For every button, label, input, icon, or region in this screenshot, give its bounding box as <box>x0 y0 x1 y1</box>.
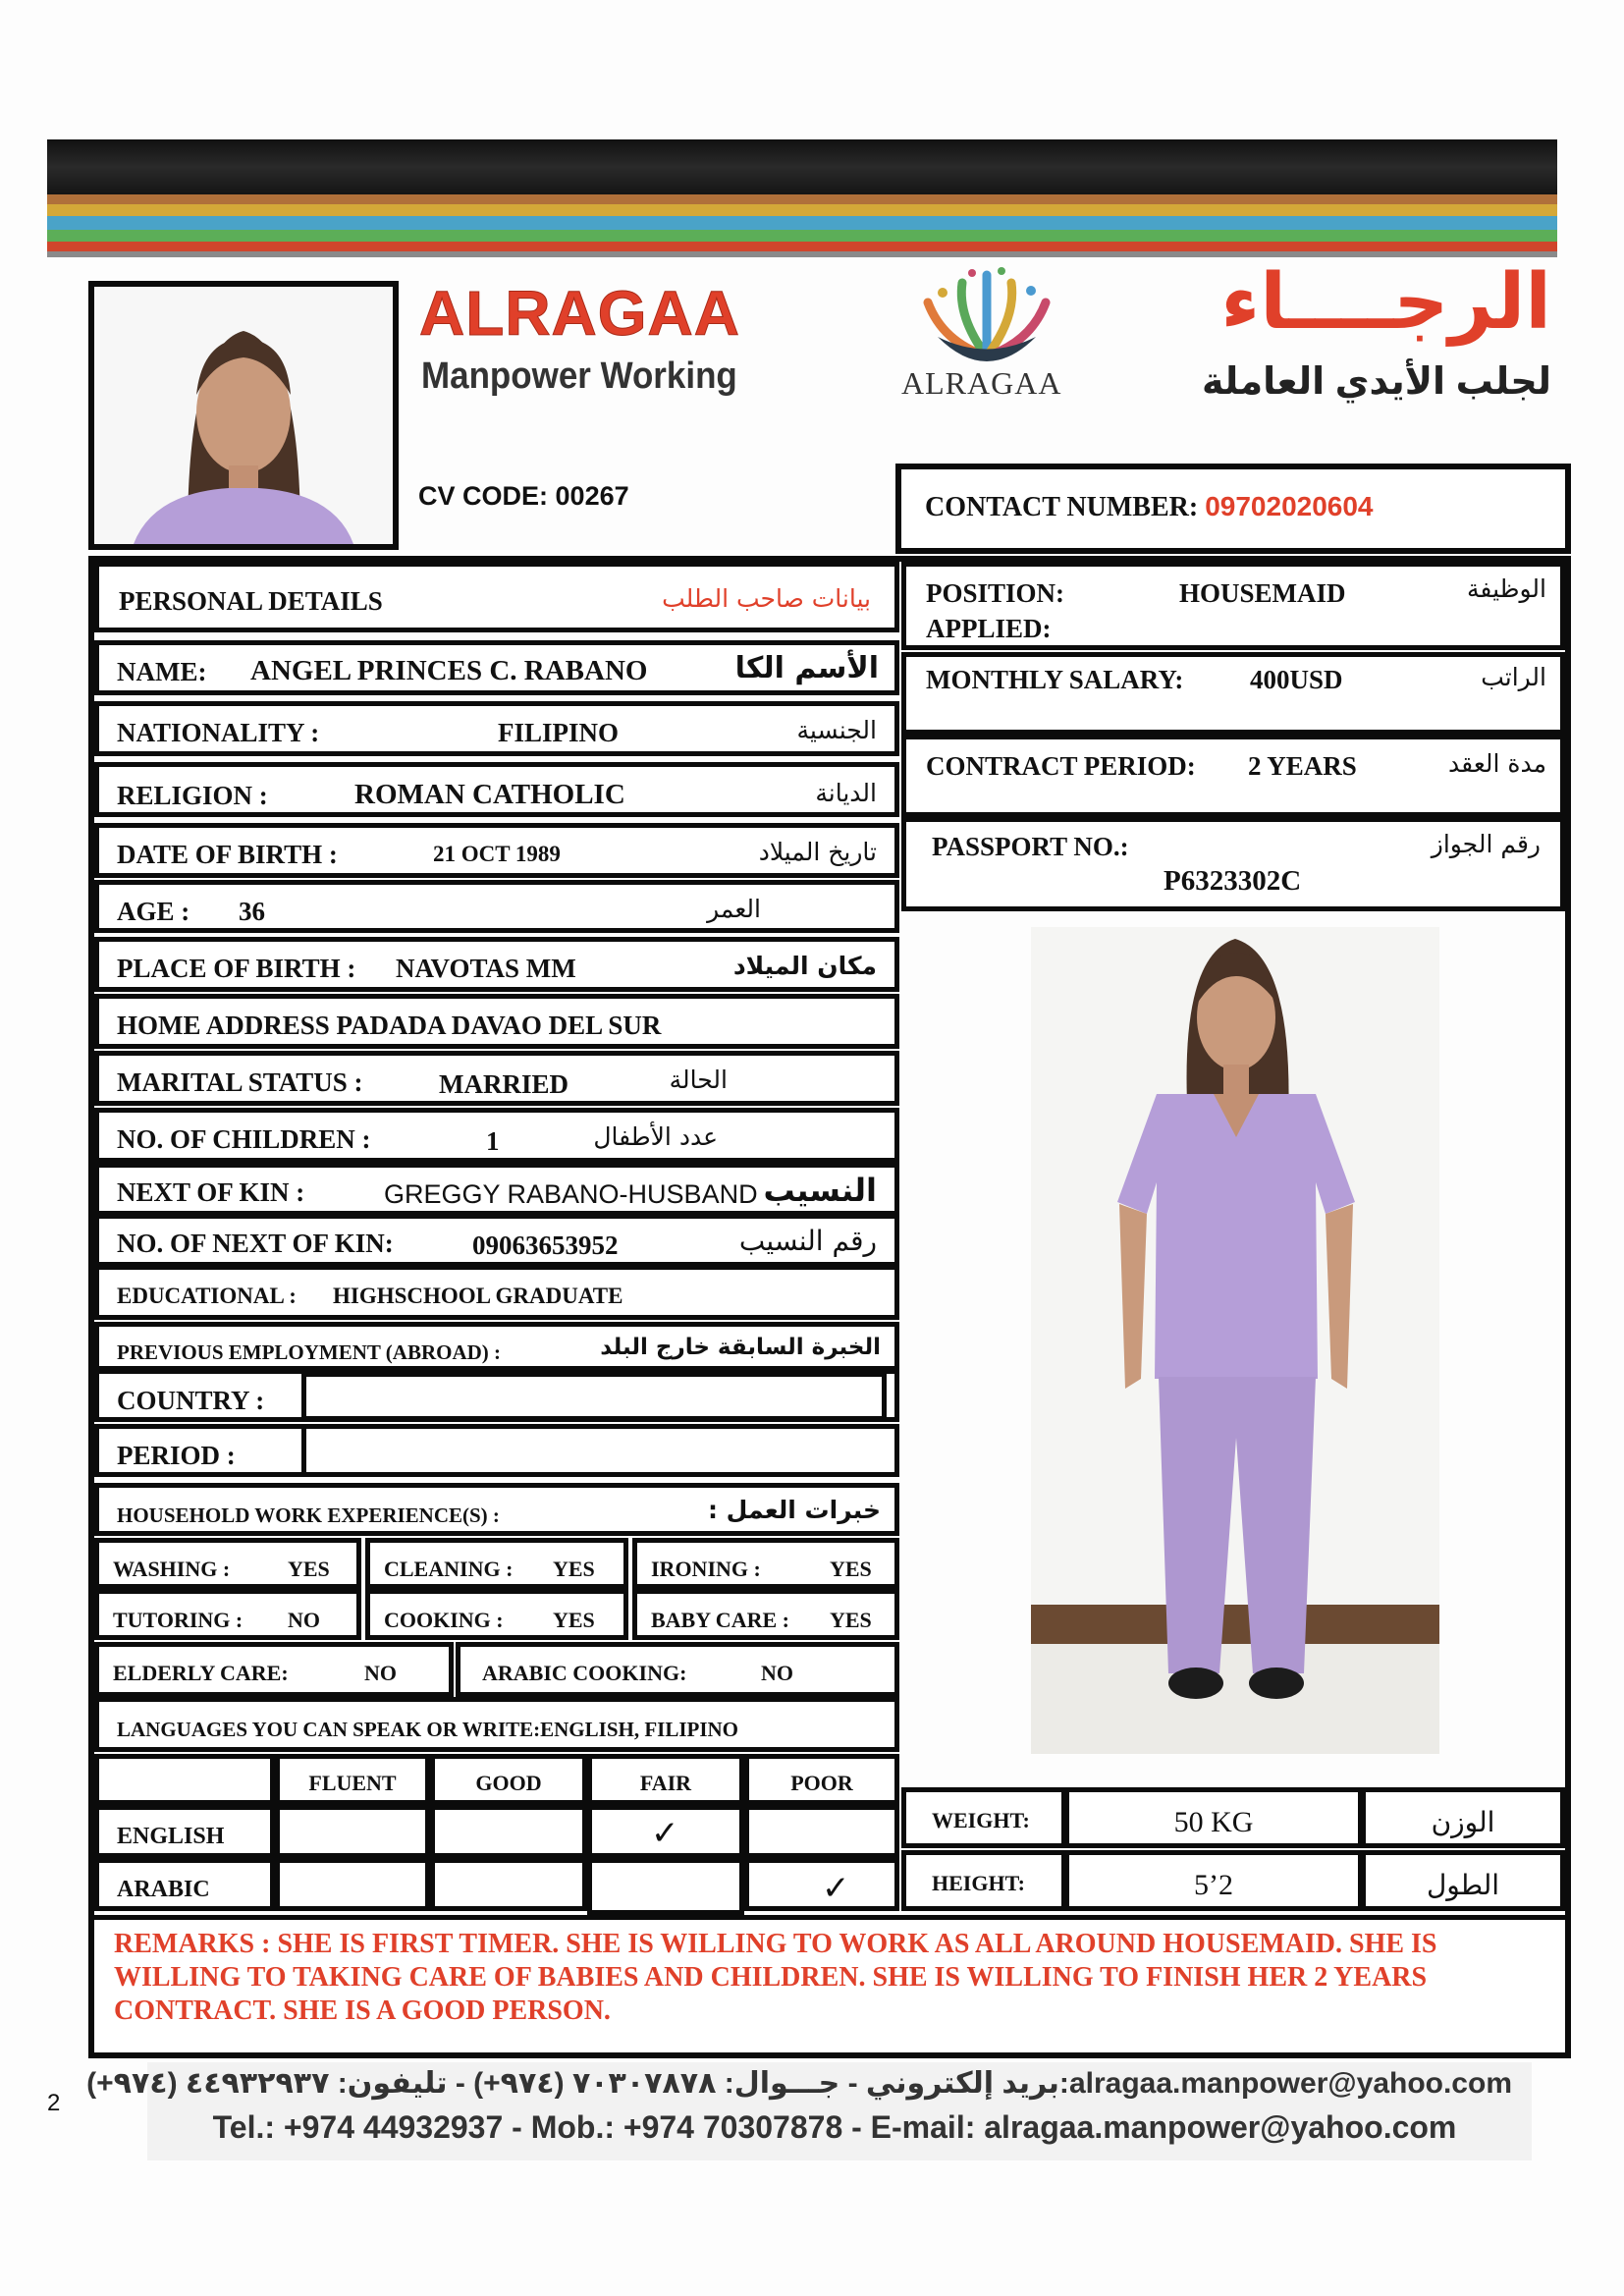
lang-arabic-poor <box>744 1858 899 1911</box>
row-age: AGE : 36 العمر <box>94 880 899 933</box>
row-period: PERIOD : <box>94 1424 899 1477</box>
brand-subtitle-arabic: لجلب الأيدي العاملة <box>1202 361 1551 403</box>
lang-level-poor: POOR <box>744 1754 899 1805</box>
brand-name-arabic: الرجــــاء <box>1220 258 1551 345</box>
row-nationality: NATIONALITY : FILIPINO الجنسية <box>94 701 899 756</box>
lang-arabic-fluent <box>275 1858 430 1911</box>
household-tutoring: TUTORING : NO <box>94 1589 361 1640</box>
lang-level-fluent: FLUENT <box>275 1754 430 1805</box>
arabic-poor-check-icon: ✓ <box>822 1869 850 1908</box>
household-arabic-cooking: ARABIC COOKING: NO <box>456 1642 899 1697</box>
lang-english-name: ENGLISH <box>94 1805 275 1858</box>
lotus-logo-icon <box>903 263 1070 381</box>
household-cooking: COOKING : YES <box>365 1589 628 1640</box>
period-value-field <box>301 1424 306 1477</box>
remarks-text: REMARKS : SHE IS FIRST TIMER. SHE IS WILLING TO WORK AS ALL AROUND HOUSEMAID. SHE IS WILLING TO TAKING CARE OF BABIES AND CHILDREN. SHE IS WILLING TO FINISH HER 2 YEARS CONTRACT. SHE IS A GOOD PERSON. <box>114 1929 1437 2026</box>
household-elderly-care: ELDERLY CARE: NO <box>94 1642 454 1697</box>
household-baby-care: BABY CARE : YES <box>632 1589 899 1640</box>
logo-caption: ALRAGAA <box>901 365 1062 401</box>
lang-english-fair <box>587 1805 744 1858</box>
row-place-of-birth: PLACE OF BIRTH : NAVOTAS MM مكان الميلاد <box>94 937 899 992</box>
personal-details-header: PERSONAL DETAILS بيانات صاحب الطلب <box>94 562 899 632</box>
lang-english-fluent <box>275 1805 430 1858</box>
household-ironing: IRONING : YES <box>632 1538 899 1589</box>
row-country: COUNTRY : <box>94 1369 899 1422</box>
row-next-of-kin: NEXT OF KIN : GREGGY RABANO-HUSBAND النسيب <box>94 1163 899 1216</box>
lang-english-good <box>430 1805 587 1858</box>
height-label-cell: HEIGHT: <box>901 1850 1066 1911</box>
row-marital-status: MARITAL STATUS : MARRIED الحالة <box>94 1051 899 1106</box>
weight-label-cell: WEIGHT: <box>901 1787 1066 1848</box>
full-body-photo <box>1031 927 1439 1754</box>
brand-subtitle: Manpower Working <box>421 355 737 397</box>
lang-level-fair: FAIR <box>587 1754 744 1805</box>
row-contract-period: CONTRACT PERIOD: 2 YEARS مدة العقد <box>901 735 1565 817</box>
brand-name: ALRAGAA <box>419 278 740 349</box>
row-next-of-kin-number: NO. OF NEXT OF KIN: 09063653952 رقم النسيب <box>94 1214 899 1267</box>
languages-header: LANGUAGES YOU CAN SPEAK OR WRITE:ENGLISH, FILIPINO <box>94 1697 899 1752</box>
household-header: HOUSEHOLD WORK EXPERIENCE(S) : خبرات العمل : <box>94 1483 899 1536</box>
lang-level-good: GOOD <box>430 1754 587 1805</box>
footer-contact-english: Tel.: +974 44932937 - Mob.: +974 70307878 - E-mail: alragaa.manpower@yahoo.com <box>212 2109 1457 2145</box>
applicant-headshot <box>88 281 399 550</box>
row-passport: PASSPORT NO.: P6323302C رقم الجواز <box>901 817 1565 911</box>
lang-arabic-good <box>430 1858 587 1911</box>
row-education: EDUCATIONAL : HIGHSCHOOL GRADUATE <box>94 1265 899 1320</box>
row-date-of-birth: DATE OF BIRTH : 21 OCT 1989 تاريخ الميلاد <box>94 823 899 878</box>
height-value-cell: 5’2 <box>1064 1850 1363 1911</box>
contact-number-box: CONTACT NUMBER: 09702020604 <box>895 464 1571 554</box>
household-washing: WASHING : YES <box>94 1538 361 1589</box>
lang-arabic-fair <box>587 1858 744 1915</box>
header-stripes <box>47 139 1557 257</box>
footer-contact-arabic: alragaa.manpower@yahoo.com:بريد إلكتروني - جـــوال: ٧٠٣٠٧٨٧٨ (٩٧٤+) - تليفون: ٤٤٩٣٢٩٣٧ (٩٧٤+) <box>86 2067 1512 2100</box>
height-arabic-cell: الطول <box>1361 1850 1565 1911</box>
english-fair-check-icon: ✓ <box>651 1814 679 1853</box>
row-religion: RELIGION : ROMAN CATHOLIC الديانة <box>94 762 899 817</box>
row-children: NO. OF CHILDREN : 1 عدد الأطفال <box>94 1108 899 1163</box>
weight-arabic-cell: الوزن <box>1361 1787 1565 1848</box>
row-monthly-salary: MONTHLY SALARY: 400USD الراتب <box>901 652 1565 735</box>
country-value-field <box>301 1372 887 1421</box>
lang-arabic-name: ARABIC <box>94 1858 275 1911</box>
page-number: 2 <box>47 2090 61 2116</box>
row-name: NAME: ANGEL PRINCES C. RABANO الأسم الكا <box>94 640 899 695</box>
row-previous-employment: PREVIOUS EMPLOYMENT (ABROAD) : الخبرة السابقة خارج البلد <box>94 1322 899 1371</box>
lang-english-poor <box>744 1805 899 1858</box>
remarks-box <box>94 1915 1565 2052</box>
row-position: POSITION: APPLIED: HOUSEMAID الوظيفة <box>901 562 1565 650</box>
lang-corner-cell <box>94 1754 275 1805</box>
household-cleaning: CLEANING : YES <box>365 1538 628 1589</box>
cv-code: CV CODE: 00267 <box>418 481 629 511</box>
weight-value-cell: 50 KG <box>1064 1787 1363 1848</box>
row-home-address: HOME ADDRESS PADADA DAVAO DEL SUR <box>94 994 899 1049</box>
